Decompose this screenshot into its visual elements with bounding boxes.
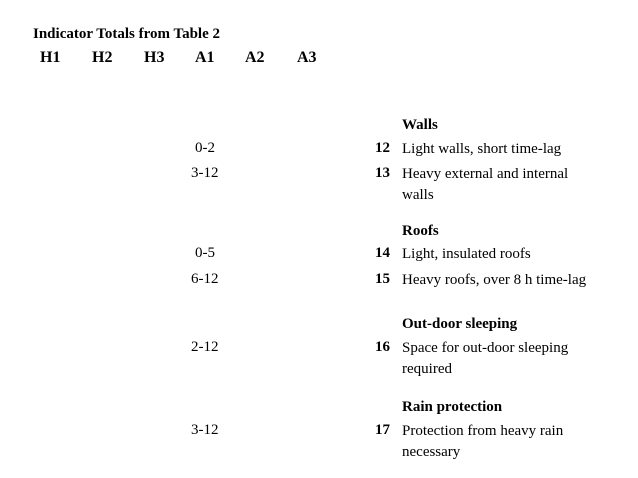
indicator-number: 12 [375, 140, 390, 156]
column-header-a1: A1 [195, 49, 215, 66]
section-heading-walls: Walls [402, 117, 438, 133]
range-value: 6-12 [191, 271, 219, 287]
column-header-h2: H2 [92, 49, 113, 66]
column-header-a2: A2 [245, 49, 265, 66]
indicator-number: 17 [375, 422, 390, 438]
indicator-number: 16 [375, 339, 390, 355]
indicator-description: Light, insulated roofs [402, 246, 531, 262]
section-heading-outdoor-sleeping: Out-door sleeping [402, 316, 518, 332]
indicator-description: Heavy roofs, over 8 h time-lag [402, 272, 587, 288]
indicator-description: Light walls, short time-lag [402, 141, 562, 157]
indicator-description: Space for out-door sleeping required [402, 340, 569, 377]
indicator-description: Heavy external and internal walls [402, 166, 569, 203]
range-value: 0-2 [195, 140, 215, 156]
range-value: 0-5 [195, 245, 215, 261]
range-value: 3-12 [191, 422, 219, 438]
indicator-description: Protection from heavy rain necessary [402, 423, 564, 460]
indicator-number: 15 [375, 271, 390, 287]
range-value: 3-12 [191, 165, 219, 181]
section-heading-rain-protection: Rain protection [402, 399, 503, 415]
page-title: Indicator Totals from Table 2 [33, 26, 220, 42]
column-header-h1: H1 [40, 49, 61, 66]
section-heading-roofs: Roofs [402, 223, 439, 239]
indicator-number: 13 [375, 165, 390, 181]
column-header-h3: H3 [144, 49, 165, 66]
column-header-a3: A3 [297, 49, 317, 66]
range-value: 2-12 [191, 339, 219, 355]
indicator-number: 14 [375, 245, 390, 261]
